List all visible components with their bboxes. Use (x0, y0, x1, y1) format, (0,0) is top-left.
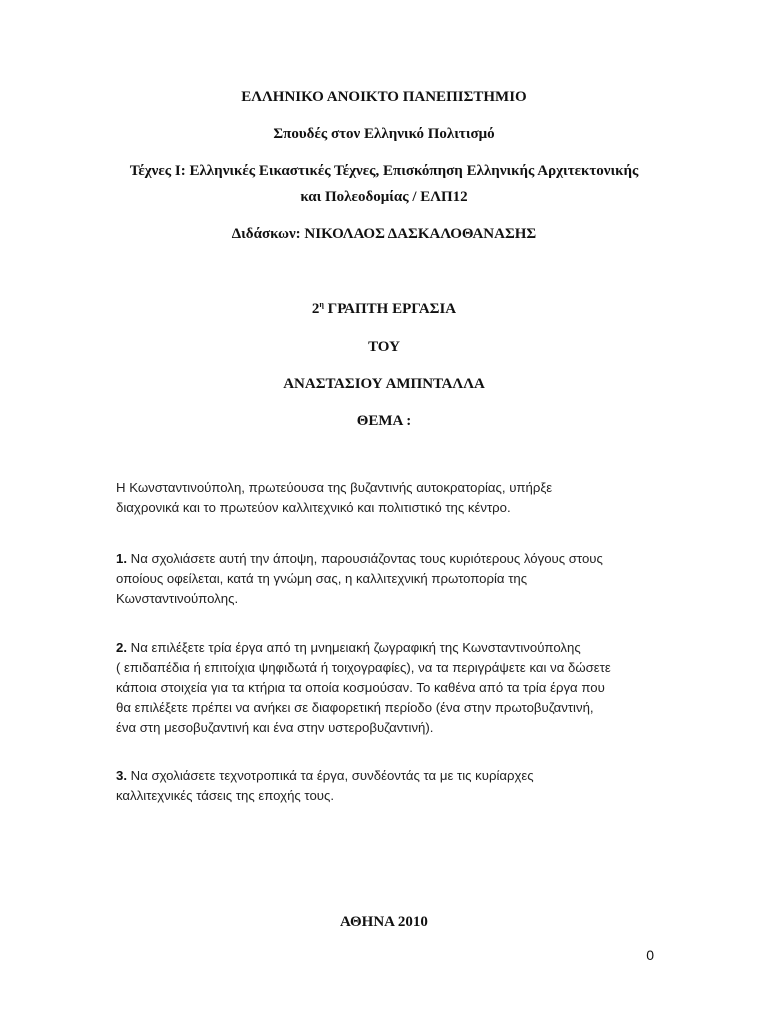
question-1-line: 1. Να σχολιάσετε αυτή την άποψη, παρουσιάζοντας τους κυριότερους λόγους στους (116, 551, 603, 566)
instructor-name: Διδάσκων: ΝΙΚΟΛΑΟΣ ΔΑΣΚΑΛΟΘΑΝΑΣΗΣ (231, 226, 537, 242)
page-number: 0 (646, 947, 654, 963)
question-2 (116, 638, 676, 738)
course-title-line-1: Τέχνες Ι: Ελληνικές Εικαστικές Τέχνες, Επισκόπηση Ελληνικής Αρχιτεκτονικής (129, 163, 639, 179)
question-2-line: θα επιλέξετε πρέπει να ανήκει σε διαφορετική περίοδο (ένα στην πρωτοβυζαντινή, (116, 700, 594, 715)
assignment-title (0, 299, 768, 319)
question-2-line: 2. Να επιλέξετε τρία έργα από τη μνημειακή ζωγραφική της Κωνσταντινούπολης (116, 640, 581, 655)
program-name: Σπουδές στον Ελληνικό Πολιτισμό (273, 126, 495, 142)
question-3-number: 3. (116, 768, 127, 783)
question-3 (116, 766, 676, 806)
course-title-line-2: και Πολεοδομίας / ΕΛΠ12 (300, 189, 468, 205)
question-3-line: καλλιτεχνικές τάσεις της εποχής τους. (116, 788, 335, 803)
question-1-line: οποίους οφείλεται, κατά τη γνώμη σας, η καλλιτεχνική πρωτοπορία της (116, 571, 528, 586)
question-1-line: Κωνσταντινούπολης. (116, 591, 239, 606)
assignment-ordinal: 2 (311, 301, 320, 317)
question-1-number: 1. (116, 551, 127, 566)
of-label: ΤΟΥ (368, 339, 400, 355)
intro-paragraph (116, 478, 676, 518)
question-2-line: ένα στη μεσοβυζαντινή και ένα στην υστεροβυζαντινή). (116, 720, 434, 735)
assignment-label: ΓΡΑΠΤΗ ΕΡΓΑΣΙΑ (327, 301, 457, 317)
intro-line: Η Κωνσταντινούπολη, πρωτεύουσα της βυζαντινής αυτοκρατορίας, υπήρξε (116, 480, 553, 495)
question-2-number: 2. (116, 640, 127, 655)
university-name: ΕΛΛΗΝΙΚΟ ΑΝΟΙΚΤΟ ΠΑΝΕΠΙΣΤΗΜΙΟ (241, 89, 527, 105)
question-2-line: ( επιδαπέδια ή επιτοίχια ψηφιδωτά ή τοιχογραφίες), να τα περιγράψετε και να δώσετε (116, 660, 611, 675)
question-1 (116, 549, 676, 609)
topic-label: ΘΕΜΑ : (356, 413, 412, 429)
question-2-line: κάποια στοιχεία για τα κτήρια τα οποία κοσμούσαν. Το καθένα από τα τρία έργα που (116, 680, 605, 695)
intro-line: διαχρονικά και το πρωτεύον καλλιτεχνικό και πολιτιστικό της κέντρο. (116, 500, 511, 515)
place-and-year: ΑΘΗΝΑ 2010 (340, 914, 428, 930)
author-name: ΑΝΑΣΤΑΣΙΟΥ ΑΜΠΝΤΑΛΛΑ (283, 376, 485, 392)
question-3-line: 3. Να σχολιάσετε τεχνοτροπικά τα έργα, συνδέοντάς τα με τις κυρίαρχες (116, 768, 534, 783)
assignment-ordinal-suffix: η (319, 300, 324, 309)
